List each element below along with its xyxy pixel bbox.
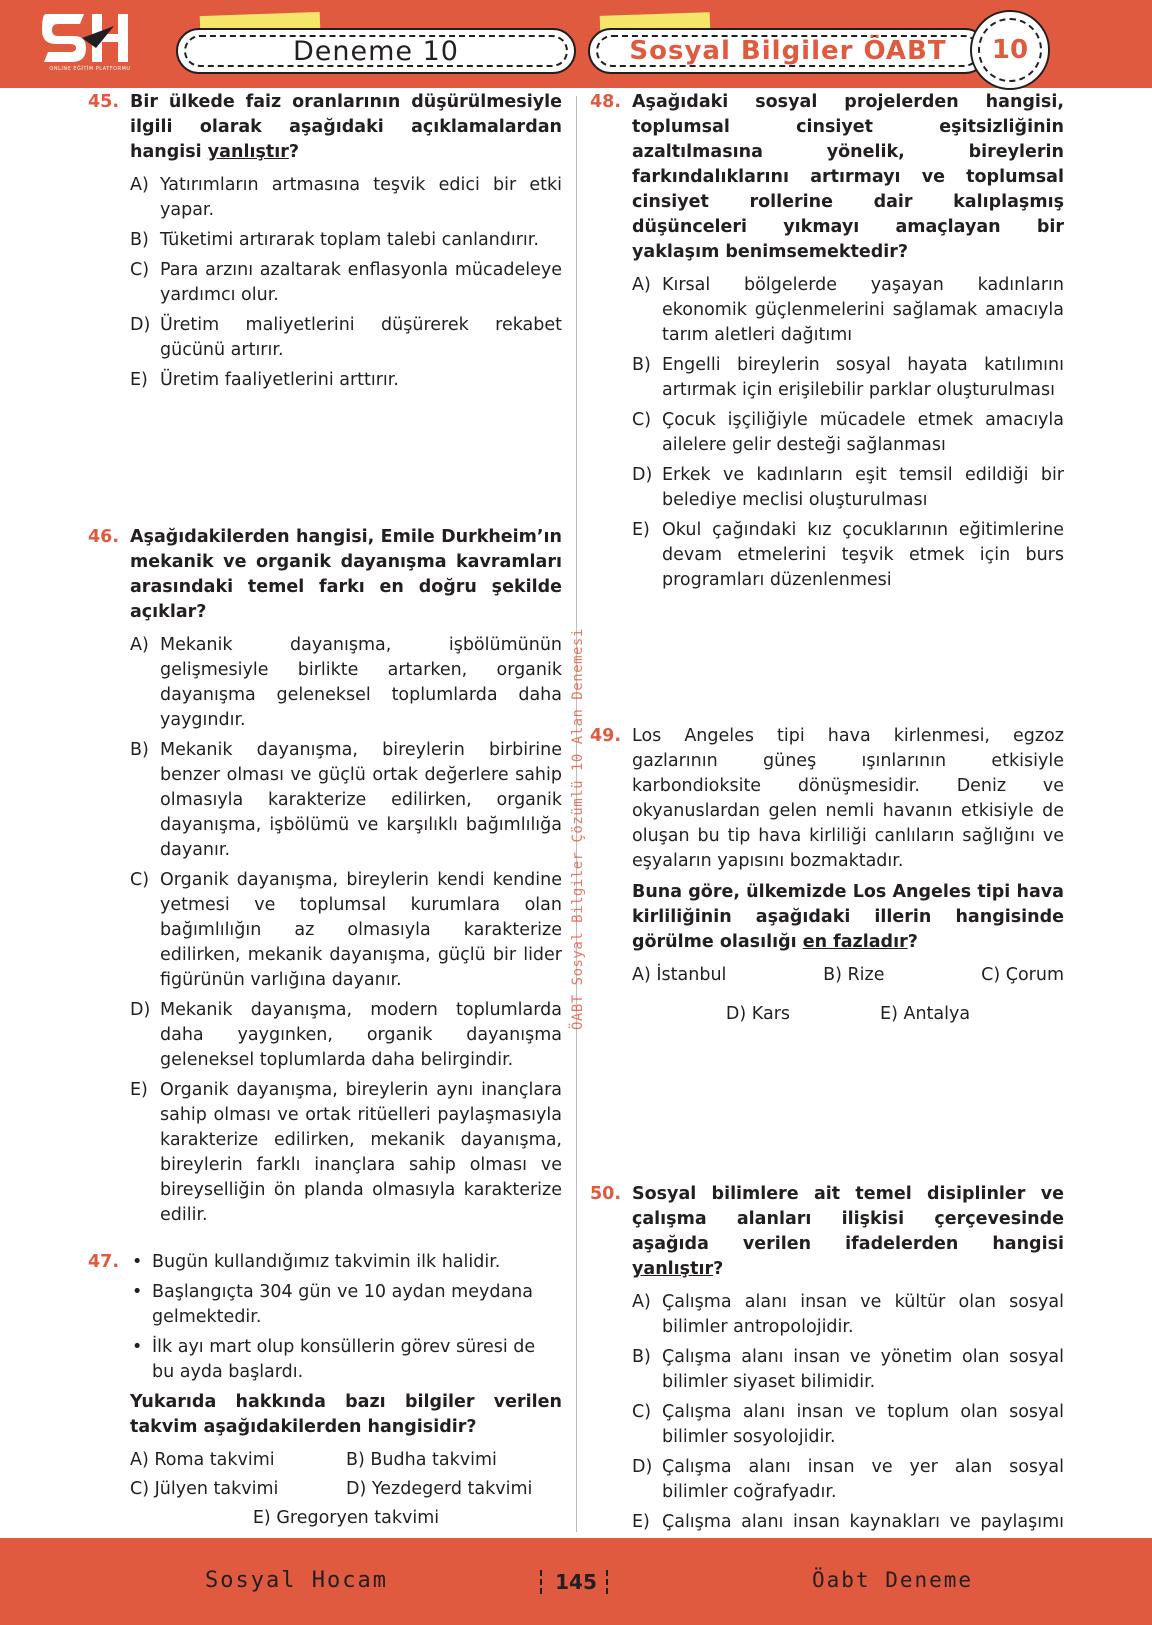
question-passage: Los Angeles tipi hava kirlenmesi, egzoz gazlarının güneş ışınlarının etkisiyle karbondioksite dönüşmesidir. Deniz ve okyanuslardan gelen nemli havanın etkisiyle de oluşan bu tip hava kirliliği canlıların sağlığını ve eşyaların yapısını bozmaktadır. [632,726,1064,871]
subject-title-pill [588,28,988,74]
option-e[interactable]: E) Üretim faaliyetlerini arttırır. [130,370,399,390]
option-b[interactable]: B) Budha takvimi [346,1450,497,1470]
question-stem: Bir ülkede faiz oranlarının düşürülmesiyle ilgili olarak aşağıdaki açıklamalardan hangisi yanlıştır? [130,92,562,162]
test-number-badge [970,10,1050,90]
options-list [130,633,562,1228]
option-d[interactable]: D) Üretim maliyetlerini düşürerek rekabet gücünü artırır. [130,315,562,360]
option-d[interactable]: D) Erkek ve kadınların eşit temsil edildiği bir belediye meclisi oluşturulması [632,465,1064,510]
option-c[interactable]: C) Para arzını azaltarak enflasyonla mücadeleye yardımcı olur. [130,260,562,305]
subject-title: Sosyal Bilgiler ÖABT [629,36,947,66]
option-a[interactable]: A) Roma takvimi [130,1450,275,1470]
page-footer [0,1538,1152,1625]
info-bullet: • İlk ayı mart olup konsüllerin görev süresi de bu ayda başlardı. [130,1335,562,1385]
option-b[interactable]: B) Rize [823,965,885,985]
question-number: 47. [88,1252,120,1272]
question-stem: Yukarıda hakkında bazı bilgiler verilen takvim aşağıdakilerden hangisidir? [130,1392,562,1437]
question-45 [88,90,562,398]
question-number: 48. [590,92,622,112]
question-number: 46. [88,527,120,547]
question-number: 45. [88,92,120,112]
question-number: 49. [590,726,622,746]
options-list [130,1448,562,1502]
info-bullet: • Bugün kullandığımız takvimin ilk halidir. [130,1250,562,1275]
option-d[interactable]: D) Yezdegerd takvimi [346,1479,533,1499]
logo-tagline: ONLINE EĞİTİM PLATFORMU [49,66,131,72]
option-a[interactable]: A) İstanbul [632,965,727,985]
question-49 [590,724,1064,1027]
logo-icon [40,8,136,72]
test-title: Deneme 10 [293,35,459,67]
option-a[interactable]: A) Yatırımların artmasına teşvik edici bir etki yapar. [130,175,562,220]
option-c[interactable]: C) Çorum [981,965,1064,985]
question-47 [88,1250,562,1531]
question-48 [590,90,1064,598]
option-c[interactable]: C) Çalışma alanı insan ve toplum olan sosyal bilimler sosyolojidir. [632,1402,1064,1447]
question-50 [590,1182,1064,1565]
options-list [130,173,562,393]
question-number: 50. [590,1184,622,1204]
options-list-row2 [632,1002,1064,1027]
options-list [632,1290,1064,1560]
options-list [632,963,1064,988]
footer-brand: Sosyal Hocam [205,1568,388,1593]
option-a[interactable]: A) Çalışma alanı insan ve kültür olan sosyal bilimler antropolojidir. [632,1292,1064,1337]
option-e[interactable]: E) Antalya [880,1004,971,1024]
test-title-pill [176,28,576,74]
test-number: 10 [991,35,1029,65]
option-e[interactable]: E) Organik dayanışma, bireylerin aynı inançlara sahip olması ve ortak ritüelleri paylaşmasıyla karakterize edilirken, mekanik dayanışma, bireylerin farklı inançlara sahip olması ve bireyselliğin ön planda olmasıyla karakterize edilir. [130,1080,562,1225]
option-d[interactable]: D) Kars [725,1004,791,1024]
option-a[interactable]: A) Mekanik dayanışma, işbölümünün gelişmesiyle birlikte artarken, organik dayanışma geleneksel toplumlarda daha yaygındır. [130,635,562,730]
option-c[interactable]: C) Jülyen takvimi [130,1479,279,1499]
option-e[interactable]: E) Okul çağındaki kız çocuklarının eğitimlerine devam etmelerini teşvik etmek için burs programları düzenlenmesi [632,520,1064,590]
options-list [632,273,1064,593]
option-e[interactable]: E) Çalışma alanı insan kaynakları ve paylaşımı [632,1512,1064,1532]
question-stem: Aşağıdaki sosyal projelerden hangisi, toplumsal cinsiyet eşitsizliğinin azaltılmasına yönelik, bireylerin farkındalıklarını artırmayı ve toplumsal cinsiyet rollerine dair kalıplaşmış düşünceleri yıkmayı amaçlayan bir yaklaşım benimsemektedir? [632,92,1064,262]
option-e[interactable]: E) Gregoryen takvimi [252,1508,440,1528]
question-46 [88,525,562,1233]
info-bullet: • Başlangıçta 304 gün ve 10 aydan meydana gelmektedir. [130,1280,562,1330]
option-b[interactable]: B) Çalışma alanı insan ve yönetim olan sosyal bilimler siyaset bilimidir. [632,1347,1064,1392]
option-c[interactable]: C) Organik dayanışma, bireylerin kendi kendine yetmesi ve toplumsal kurumlara olan bağımlılığın az olmasıyla karakterize edilirken, mekanik dayanışma, güçlü bir lider figürünün varlığına dayanır. [130,870,562,990]
option-d[interactable]: D) Mekanik dayanışma, modern toplumlarda daha yaygınken, organik dayanışma geleneksel toplumlarda daha belirgindir. [130,1000,562,1070]
option-a[interactable]: A) Kırsal bölgelerde yaşayan kadınların ekonomik güçlenmelerini sağlamak amacıyla tarım aletleri dağıtımı [632,275,1064,345]
question-stem: Aşağıdakilerden hangisi, Emile Durkheim’ın mekanik ve organik dayanışma kavramları arasındaki temel farkı en doğru şekilde açıklar? [130,527,562,622]
option-c[interactable]: C) Çocuk işçiliğiyle mücadele etmek amacıyla ailelere gelir desteği sağlanması [632,410,1064,455]
vertical-watermark: ÖABT Sosyal Bilgiler Çözümlü 10 Alan Denemesi [570,628,586,1030]
question-stem: Buna göre, ülkemizde Los Angeles tipi hava kirliliğinin aşağıdaki illerin hangisinde görülme olasılığı en fazladır? [632,882,1064,952]
page-number: 145 [538,1562,614,1602]
option-d[interactable]: D) Çalışma alanı insan ve yer alan sosyal bilimler coğrafyadır. [632,1457,1064,1502]
option-b[interactable]: B) Tüketimi artırarak toplam talebi canlandırır. [130,230,539,250]
question-stem: Sosyal bilimlere ait temel disiplinler ve çalışma alanları ilişkisi çerçevesinde aşağıda verilen ifadelerden hangisi yanlıştır? [632,1184,1064,1279]
option-b[interactable]: B) Engelli bireylerin sosyal hayata katılımını artırmak için erişilebilir parklar oluşturulması [632,355,1064,400]
footer-series: Öabt Deneme [812,1568,974,1592]
option-b[interactable]: B) Mekanik dayanışma, bireylerin birbirine benzer olması ve güçlü ortak değerlere sahip olmasıyla karakterize edilirken, organik dayanışma, işbölümü ve karşılıklı bağımlılığa dayanır. [130,740,562,860]
